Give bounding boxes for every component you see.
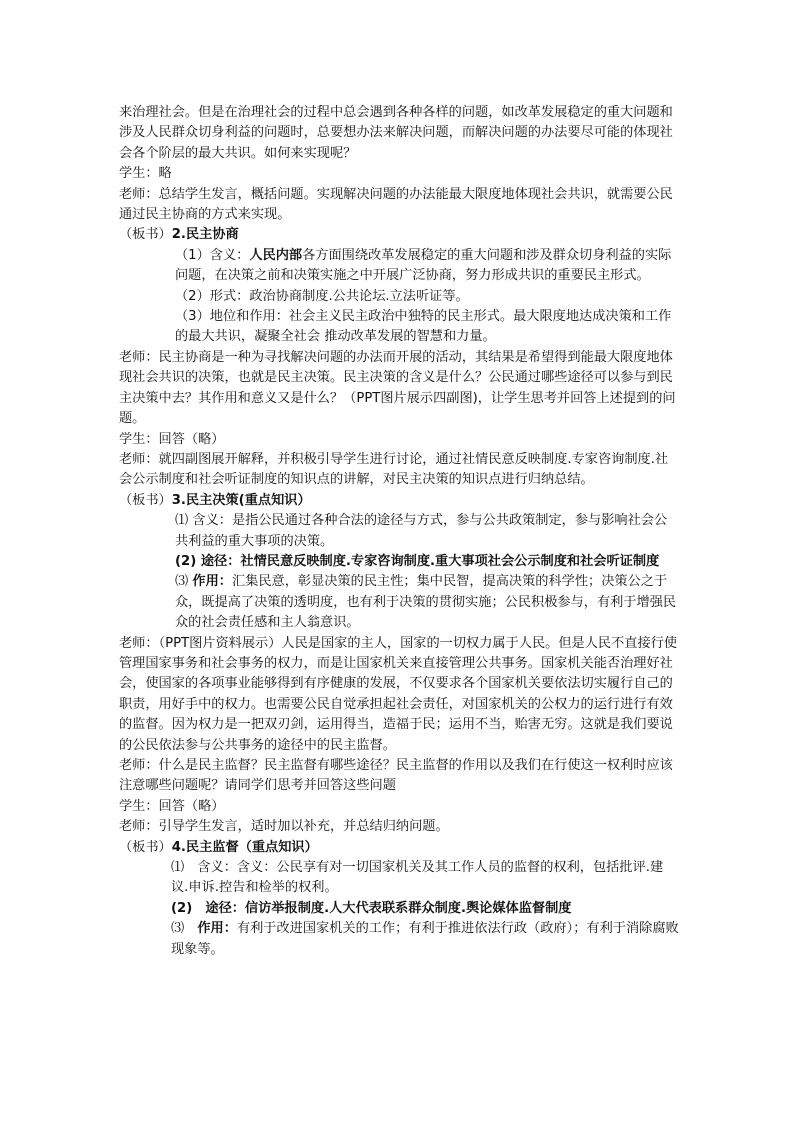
student-reply-1: 学生：略 — [119, 166, 172, 182]
board-title: 4.民主监督（重点知识） — [171, 839, 318, 855]
paragraph-intro: 来治理社会。但是在治理社会的过程中总会遇到各种各样的问题，如改革发展稳定的重大问题和涉及人民群众切身利益的问题时，总要想办法来解决问题，而解决问题的办法要尽可能的体现社会各个阶层的最大共识。如何来实现呢？ — [119, 105, 673, 161]
board-heading-2 — [119, 225, 679, 245]
item-keyword: 作用： — [197, 921, 237, 937]
board-3-item-1: ⑴ 含义：是指公民通过各种合法的途径与方式，参与公共政策制定，参与影响社会公共利益的重大事项的决策。 — [175, 513, 668, 549]
item-keyword: 作用： — [192, 574, 232, 590]
item-text: (2) 途径：社情民意反映制度.专家咨询制度.重大事项社会公示制度和社会听证制度 — [175, 553, 660, 569]
teacher-question-2: 老师：民主协商是一种为寻找解决问题的办法而开展的活动，其结果是希望得到能最大限度地体现社会共识的决策，也就是民主决策。民主决策的含义是什么？公民通过哪些途径可以参与到民主决策中去？其作用和意义又是什么？（PPT图片展示四副图)，让学生思考并回答上述提到的问题。 — [119, 349, 676, 427]
board-4-item-1: ⑴ 含义：含义：公民享有对一切国家机关及其工作人员的监督的权利，包括批评.建议.申诉.控告和检举的权利。 — [171, 860, 664, 896]
teacher-question-3: 老师：什么是民主监督？民主监督有哪些途径？民主监督的作用以及我们在行使这一权利时应该注意哪些问题呢？请同学们思考并回答这些问题 — [119, 758, 673, 794]
teacher-lecture-3: 老师：（PPT图片资料展示）人民是国家的主人，国家的一切权力属于人民。但是人民不直接行使管理国家事务和社会事务的权力，而是让国家机关来直接管理公共事务。国家机关能否治理好社会，使国家的各项事业能够得到有序健康的发展，不仅要求各个国家机关要依法切实履行自己的职责，用好手中的权力。也需要公民自觉承担起社会责任，对国家机关的公权力的运行进行有效的监督。因为权力是一把双刃剑，运用得当，造福于民；运用不当，贻害无穷。这就是我们要说的公民依法参与公共事务的途径中的民主监督。 — [119, 635, 678, 753]
item-text: (2) 途径：信访举报制度.人大代表联系群众制度.舆论媒体监督制度 — [171, 900, 572, 916]
board-4-item-3 — [119, 919, 679, 960]
item-text: 有利于改进国家机关的工作；有利于推进依法行政（政府）；有利于消除腐败现象等。 — [171, 921, 679, 957]
item-label: ⑶ — [175, 574, 193, 590]
item-label: ⑶ — [171, 921, 198, 937]
item-keyword: 人民内部 — [249, 247, 303, 263]
board-3-item-2 — [119, 552, 679, 572]
item-text: 各方面围绕改革发展稳定的重大问题和涉及群众切身利益的实际问题，在决策之前和决策实施之中开展广泛协商，努力形成共识的重要民主形式。 — [175, 247, 672, 284]
item-text: 汇集民意，彰显决策的民主性；集中民智，提高决策的科学性；决策公之于众，既提高了决策的透明度，也有利于决策的贯彻实施；公民积极参与，有利于增强民众的社会责任感和主人翁意识。 — [175, 574, 677, 631]
board-heading-3 — [119, 491, 679, 511]
teacher-explain-2: 老师：就四副图展开解释，并积极引导学生进行讨论，通过社情民意反映制度.专家咨询制度.社会公示制度和社会听证制度的知识点的讲解，对民主决策的知识点进行归纳总结。 — [119, 451, 669, 488]
board-title: 3.民主决策(重点知识） — [171, 492, 311, 508]
board-prefix: （板书） — [119, 227, 172, 243]
board-prefix: （板书） — [119, 492, 172, 508]
document-page — [119, 103, 679, 960]
teacher-summary-3: 老师：引导学生发言，适时加以补充，并总结归纳问题。 — [119, 819, 449, 835]
student-reply-2: 学生：回答（略） — [119, 431, 225, 447]
student-reply-3: 学生：回答（略） — [119, 798, 225, 814]
board-title: 2.民主协商 — [171, 227, 239, 243]
teacher-summary-1: 老师：总结学生发言，概括问题。实现解决问题的办法能最大限度地体现社会共识，就需要公民通过民主协商的方式来实现。 — [119, 186, 673, 223]
board-2-item-1 — [119, 246, 679, 287]
board-2-item-3: （3）地位和作用：社会主义民主政治中独特的民主形式。最大限度地达成决策和工作的最大共识，凝聚全社会 推动改革发展的智慧和力量。 — [175, 309, 672, 345]
board-3-item-3 — [119, 572, 679, 633]
board-heading-4 — [119, 838, 679, 858]
board-4-item-2 — [119, 899, 679, 919]
board-2-item-2: （2）形式：政治协商制度.公共论坛.立法听证等。 — [175, 288, 469, 304]
board-prefix: （板书） — [119, 839, 172, 855]
item-label: （1）含义： — [175, 247, 250, 263]
